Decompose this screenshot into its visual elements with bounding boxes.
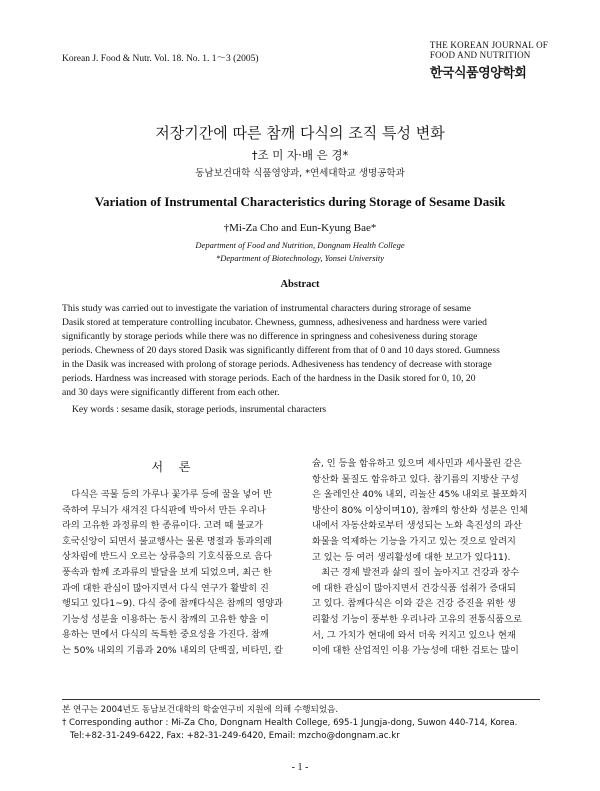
abstract-line: This study was carried out to investigate the variation of instrumental characters during strorage of sesame bbox=[62, 303, 471, 314]
body-line: 내에서 자동산화로부터 생성되는 노화 촉진성의 과산 bbox=[312, 520, 522, 532]
body-line: 고 있다. 참깨다식은 이와 같은 건강 증진을 위한 생 bbox=[312, 598, 516, 610]
title-korean: 저장기간에 따른 참깨 다식의 조직 특성 변화 bbox=[155, 124, 445, 142]
body-line: 는 50% 내외의 기름과 20% 내외의 단백질, 비타민, 칼 bbox=[62, 644, 283, 656]
body-right-column bbox=[312, 456, 538, 659]
footnote-contact: Tel:+82-31-249-6422, Fax: +82-31-249-6420, Email: mzcho@dongnam.ac.kr bbox=[70, 731, 400, 741]
body-line: 풍속과 함께 조과류의 발달을 보게 되었으며, 최근 한 bbox=[62, 566, 272, 578]
footnote-divider bbox=[62, 699, 540, 700]
authors-korean: †조 미 자·배 은 경* bbox=[251, 148, 349, 162]
body-line: 항산화 물질도 함유하고 있다. 참기름의 지방산 구성 bbox=[312, 473, 519, 485]
journal-brand-en-1: THE KOREAN JOURNAL OF bbox=[429, 40, 548, 50]
body-left-column bbox=[62, 487, 286, 659]
affiliation-korean: 동남보건대학 식품영양과, *연세대학교 생명공학과 bbox=[195, 168, 405, 179]
abstract-heading: Abstract bbox=[280, 279, 320, 290]
affiliation-english-1: Department of Food and Nutrition, Dongnam Health College bbox=[195, 240, 405, 250]
footnote-corresponding-author: † Corresponding author : Mi-Za Cho, Dongnam Health College, 695-1 Jungja-dong, Suwon 440-714, Korea. bbox=[62, 718, 518, 728]
section-title-introduction: 서 론 bbox=[151, 460, 197, 474]
footnote-funding: 본 연구는 2004년도 동남보건대학의 학술연구비 지원에 의해 수행되었음. bbox=[62, 705, 339, 715]
authors-english: †Mi-Za Cho and Eun-Kyung Bae* bbox=[223, 222, 377, 234]
abstract-line: periods. Chewness of 20 days stored Dasik was significantly different from that of 0 and 10 days stored. Gumness bbox=[62, 345, 500, 356]
journal-brand bbox=[430, 40, 548, 81]
body-line: 라의 고유한 과정류의 한 종류이다. 고려 때 불교가 bbox=[62, 520, 263, 532]
body-line: 호국신앙이 되면서 불교행사는 물론 명절과 통과의례 bbox=[62, 535, 272, 547]
body-line: 슘, 인 등을 함유하고 있으며 세사민과 세사몰린 같은 bbox=[312, 458, 522, 469]
abstract-line: and 30 days were significantly different from each other. bbox=[62, 387, 280, 398]
body-line: 기능성 성분을 이용하는 동시 참깨의 고유한 향을 이 bbox=[62, 613, 269, 625]
abstract-line: periods. Hardness was increased with storage periods. Each of the hardness in the Dasik stored for 0, 10, 20 bbox=[62, 373, 476, 384]
body-line: 죽하여 무늬가 새겨진 다식판에 박아서 만든 우리나 bbox=[62, 504, 266, 516]
abstract-line: Dasik stored at temperature controlling incubator. Chewness, gumness, adhesiveness and hardness were varied bbox=[62, 317, 487, 328]
abstract-body bbox=[62, 302, 540, 400]
abstract-line: in the Dasik was increased with prolong of storage periods. Adhesiveness has tendency of decrease with storage bbox=[62, 359, 492, 370]
body-line: 서, 그 가치가 현대에 와서 더욱 커지고 있으나 현재 bbox=[312, 629, 516, 641]
body-line: 최근 경제 발전과 삶의 질이 높아지고 건강과 장수 bbox=[321, 567, 520, 579]
body-line: 리활성 기능이 풍부한 우리나라 고유의 전통식품으로 bbox=[312, 613, 522, 625]
body-line: 고 있는 등 여러 생리활성에 대한 보고가 있다11). bbox=[312, 551, 511, 563]
body-line: 화물을 억제하는 기능을 가지고 있는 것으로 알려지 bbox=[312, 535, 516, 547]
abstract-line: significantly by storage periods while there was no difference in springness and cohesiveness during storage bbox=[62, 331, 478, 342]
body-line: 상차림에 반드시 오르는 상류층의 기호식품으로 음다 bbox=[62, 551, 272, 563]
body-line: 과에 대한 관심이 많아지면서 다식 연구가 활발히 진 bbox=[62, 582, 269, 594]
body-line: 방산이 80% 이상이며10), 참깨의 항산화 성분은 인체 bbox=[312, 504, 528, 516]
affiliation-english-2: *Department of Biotechnology, Yonsei University bbox=[215, 253, 384, 263]
title-english: Variation of Instrumental Characteristics during Storage of Sesame Dasik bbox=[94, 194, 506, 209]
body-line: 이에 대한 산업적인 이용 가능성에 대한 검토는 많이 bbox=[312, 645, 519, 657]
journal-citation: Korean J. Food & Nutr. Vol. 18. No. 1. 1～3 (2005) bbox=[62, 54, 259, 64]
page-number: - 1 - bbox=[291, 762, 309, 773]
footnotes bbox=[62, 704, 540, 743]
body-line: 은 올레인산 40% 내외, 리놀산 45% 내외로 불포화지 bbox=[312, 489, 528, 501]
body-line: 다식은 곡물 등의 가루나 꽃가루 등에 꿀을 넣어 반 bbox=[71, 489, 273, 500]
keywords: Key words : sesame dasik, storage periods, insrumental characters bbox=[72, 404, 327, 415]
body-line: 에 대한 관심이 많아지면서 건강식품 섭취가 증대되 bbox=[312, 582, 516, 594]
body-line: 행되고 있다1~9). 다식 중에 참깨다식은 참깨의 영양과 bbox=[62, 598, 283, 610]
journal-brand-en-2: FOOD AND NUTRITION bbox=[429, 50, 531, 60]
journal-brand-kr: 한국식품영양학회 bbox=[429, 66, 527, 81]
body-line: 용하는 면에서 다식의 독특한 중요성을 가진다. 참깨 bbox=[62, 629, 269, 641]
